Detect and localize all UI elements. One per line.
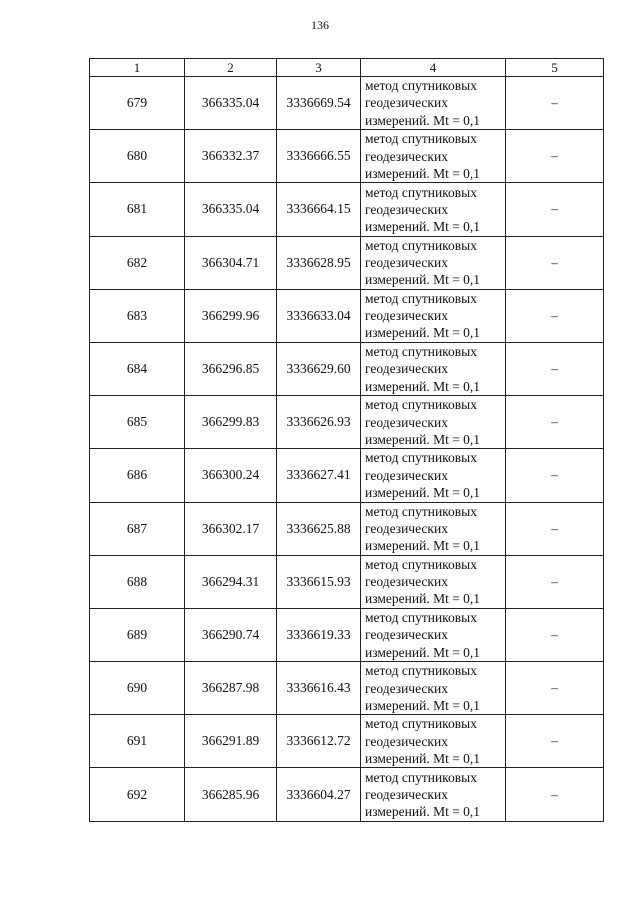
method-line: геодезических — [365, 255, 448, 270]
method-line: геодезических — [365, 733, 448, 749]
x-coordinate-cell: 366299.96 — [185, 289, 277, 342]
page-number: 136 — [311, 18, 329, 32]
column-header: 1 — [90, 59, 185, 77]
method-line: геодезических — [365, 361, 448, 377]
method-line: измерений. Mt = 0,1 — [365, 378, 481, 394]
y-coordinate-cell: 3336664.15 — [277, 183, 361, 236]
method-line: метод спутниковых — [365, 769, 477, 785]
y-coordinate-cell: 3336612.72 — [277, 715, 361, 768]
method-line: метод спутниковых — [365, 131, 477, 147]
column-header: 3 — [277, 59, 361, 77]
y-coordinate-cell: 3336604.27 — [277, 768, 361, 821]
method-line: измерений. Mt = 0,1 — [365, 165, 481, 181]
table-row — [90, 130, 604, 183]
table-row — [90, 715, 604, 768]
y-coordinate-cell: 3336627.41 — [277, 449, 361, 502]
y-coordinate-cell: 3336626.93 — [277, 396, 361, 449]
method-line: геодезических — [365, 95, 448, 111]
x-coordinate-cell: 366290.74 — [185, 608, 277, 661]
method-cell — [361, 183, 506, 236]
note-cell: – — [506, 236, 604, 289]
method-line: метод спутниковых — [365, 610, 477, 626]
method-cell — [361, 449, 506, 502]
point-number-cell: 689 — [90, 608, 185, 661]
y-coordinate-cell: 3336633.04 — [277, 289, 361, 342]
method-cell — [361, 662, 506, 715]
method-cell — [361, 77, 506, 130]
method-line: геодезических — [365, 148, 448, 164]
method-line: геодезических — [365, 520, 448, 536]
table-row — [90, 449, 604, 502]
point-number-cell: 680 — [90, 130, 185, 183]
method-line: геодезических — [365, 308, 448, 324]
x-coordinate-cell: 366302.17 — [185, 502, 277, 555]
point-number-cell: 684 — [90, 342, 185, 395]
note-cell: – — [506, 77, 604, 130]
method-line: геодезических — [365, 786, 448, 802]
method-cell — [361, 396, 506, 449]
method-line: измерений. Mt = 0,1 — [365, 219, 481, 235]
y-coordinate-cell: 3336629.60 — [277, 342, 361, 395]
point-number-cell: 681 — [90, 183, 185, 236]
point-number-cell: 687 — [90, 502, 185, 555]
point-number-cell: 683 — [90, 289, 185, 342]
method-line: геодезических — [365, 574, 448, 590]
method-cell — [361, 608, 506, 661]
method-line: измерений. Mt = 0,1 — [365, 112, 481, 128]
note-cell: – — [506, 768, 604, 821]
method-line: геодезических — [365, 414, 448, 430]
note-cell: – — [506, 449, 604, 502]
table-row — [90, 502, 604, 555]
note-cell: – — [506, 289, 604, 342]
y-coordinate-cell: 3336615.93 — [277, 555, 361, 608]
method-line: метод спутниковых — [365, 237, 477, 253]
point-number-cell: 688 — [90, 555, 185, 608]
table-row — [90, 289, 604, 342]
point-number-cell: 690 — [90, 662, 185, 715]
method-line: измерений. Mt = 0,1 — [365, 538, 481, 554]
method-line: метод спутниковых — [365, 503, 477, 519]
method-cell — [361, 502, 506, 555]
column-header: 4 — [361, 59, 506, 77]
table-body — [90, 77, 604, 822]
note-cell: – — [506, 662, 604, 715]
table-row — [90, 396, 604, 449]
table-row — [90, 77, 604, 130]
table-row — [90, 342, 604, 395]
x-coordinate-cell: 366296.85 — [185, 342, 277, 395]
method-line: геодезических — [365, 467, 448, 483]
method-line: метод спутниковых — [365, 397, 477, 413]
method-line: измерений. Mt = 0,1 — [365, 272, 481, 288]
method-line: метод спутниковых — [365, 663, 477, 679]
x-coordinate-cell: 366299.83 — [185, 396, 277, 449]
point-number-cell: 682 — [90, 236, 185, 289]
note-cell: – — [506, 715, 604, 768]
method-line: измерений. Mt = 0,1 — [365, 644, 481, 660]
method-line: измерений. Mt = 0,1 — [365, 431, 481, 447]
method-line: геодезических — [365, 680, 448, 696]
method-cell — [361, 715, 506, 768]
header-row — [90, 59, 604, 77]
method-line: метод спутниковых — [365, 344, 477, 360]
x-coordinate-cell: 366332.37 — [185, 130, 277, 183]
x-coordinate-cell: 366294.31 — [185, 555, 277, 608]
table-row — [90, 662, 604, 715]
x-coordinate-cell: 366300.24 — [185, 449, 277, 502]
note-cell: – — [506, 396, 604, 449]
method-line: геодезических — [365, 627, 448, 643]
x-coordinate-cell: 366291.89 — [185, 715, 277, 768]
column-header: 2 — [185, 59, 277, 77]
point-number-cell: 679 — [90, 77, 185, 130]
table-row — [90, 555, 604, 608]
note-cell: – — [506, 130, 604, 183]
method-cell — [361, 236, 506, 289]
method-line: измерений. Mt = 0,1 — [365, 325, 481, 341]
table-row — [90, 236, 604, 289]
coordinates-table — [89, 58, 604, 822]
point-number-cell: 686 — [90, 449, 185, 502]
method-cell — [361, 555, 506, 608]
method-cell — [361, 130, 506, 183]
x-coordinate-cell: 366287.98 — [185, 662, 277, 715]
x-coordinate-cell: 366335.04 — [185, 77, 277, 130]
method-line: измерений. Mt = 0,1 — [365, 750, 481, 766]
y-coordinate-cell: 3336619.33 — [277, 608, 361, 661]
method-line: метод спутниковых — [365, 290, 477, 306]
method-line: измерений. Mt = 0,1 — [365, 591, 481, 607]
table-row — [90, 768, 604, 821]
note-cell: – — [506, 608, 604, 661]
method-line: метод спутниковых — [365, 556, 477, 572]
y-coordinate-cell: 3336628.95 — [277, 236, 361, 289]
x-coordinate-cell: 366335.04 — [185, 183, 277, 236]
table-row — [90, 183, 604, 236]
note-cell: – — [506, 342, 604, 395]
method-line: измерений. Mt = 0,1 — [365, 804, 481, 820]
table-row — [90, 608, 604, 661]
note-cell: – — [506, 502, 604, 555]
method-cell — [361, 768, 506, 821]
point-number-cell: 691 — [90, 715, 185, 768]
note-cell: – — [506, 555, 604, 608]
method-line: измерений. Mt = 0,1 — [365, 697, 481, 713]
method-line: метод спутниковых — [365, 78, 477, 94]
x-coordinate-cell: 366285.96 — [185, 768, 277, 821]
method-line: измерений. Mt = 0,1 — [365, 485, 481, 501]
method-line: метод спутниковых — [365, 450, 477, 466]
method-cell — [361, 289, 506, 342]
method-line: метод спутниковых — [365, 716, 477, 732]
point-number-cell: 692 — [90, 768, 185, 821]
y-coordinate-cell: 3336669.54 — [277, 77, 361, 130]
x-coordinate-cell: 366304.71 — [185, 236, 277, 289]
method-line: метод спутниковых — [365, 184, 477, 200]
method-line: геодезических — [365, 201, 448, 217]
point-number-cell: 685 — [90, 396, 185, 449]
y-coordinate-cell: 3336616.43 — [277, 662, 361, 715]
column-header: 5 — [506, 59, 604, 77]
y-coordinate-cell: 3336625.88 — [277, 502, 361, 555]
method-cell — [361, 342, 506, 395]
note-cell: – — [506, 183, 604, 236]
y-coordinate-cell: 3336666.55 — [277, 130, 361, 183]
